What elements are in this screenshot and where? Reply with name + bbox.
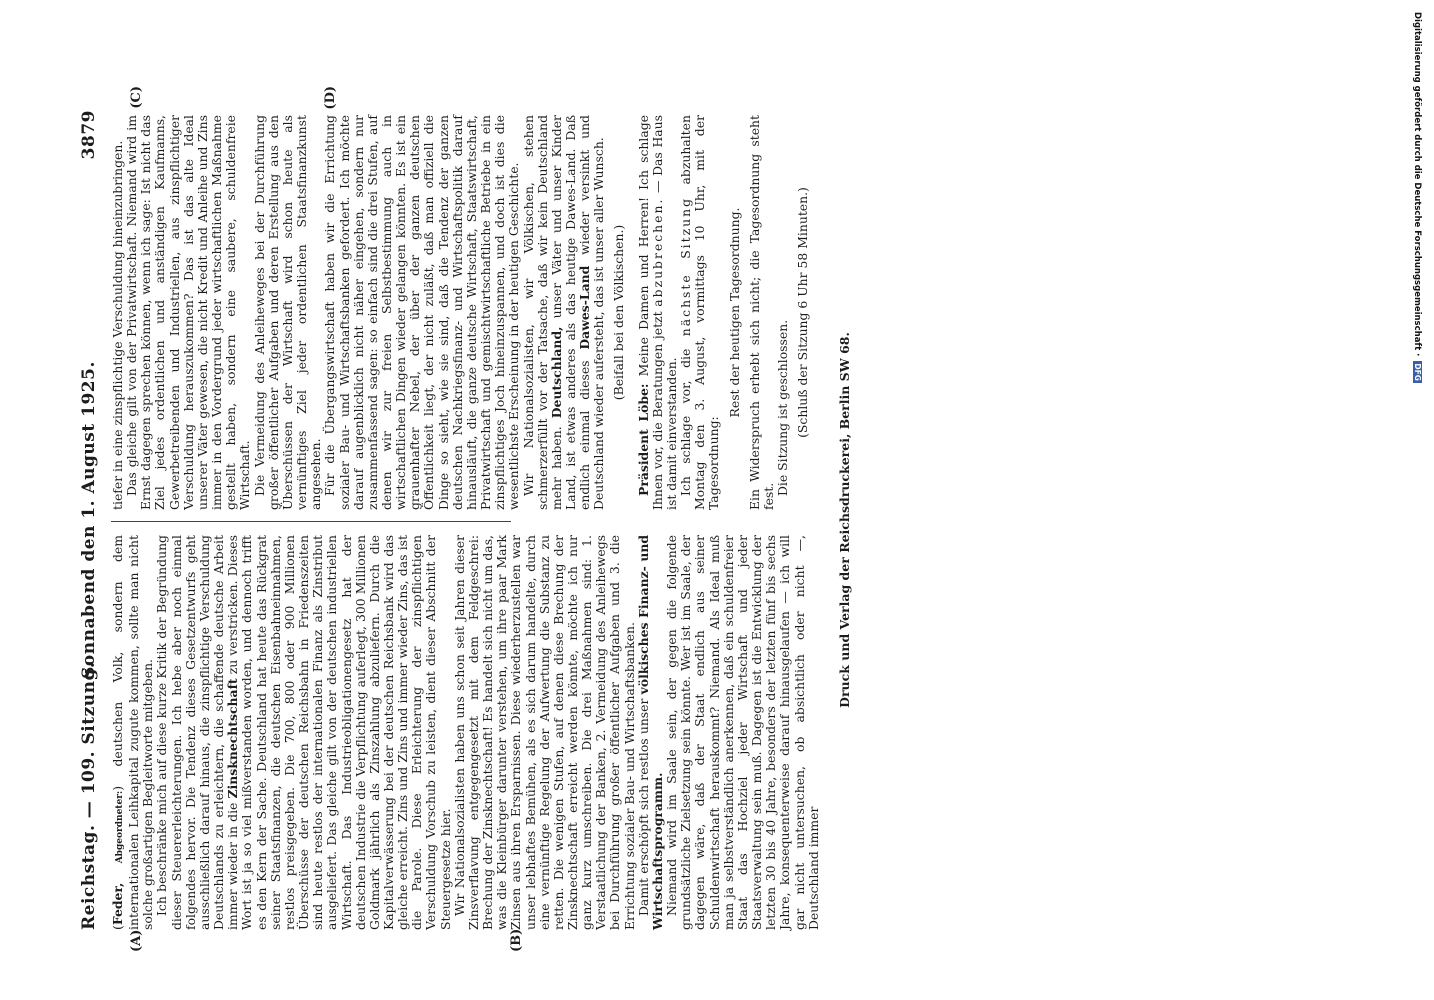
closing-note: (Schluß der Sitzung 6 Uhr 58 Minuten.) [795, 187, 811, 438]
page-header [77, 110, 103, 930]
paragraph [679, 115, 721, 510]
speaker-role: Abgeordneter: [115, 790, 125, 864]
digitization-text: Digitalisierung gefördert durch die Deutsche Forschungsgemeinschaft · [1412, 12, 1422, 357]
paragraph-text: — Das Haus ist damit einverstanden. [649, 115, 679, 510]
dfg-logo: DFG [1413, 363, 1422, 381]
paragraph-text: Ich schlage vor, die [678, 348, 694, 496]
paragraph: Für die Übergangswirtschaft haben wir die Errichtung sozialer Bau- und Wirtschaftsbanken gefordert. Ich möchte darauf augenblicklich nicht näher eingehen, sondern nur zusammenfassend sagen: so einfach sind die drei Stufen, auf denen wir zur freien Selbstbestimmung auch in wirtschaftlichen Dingen wieder gelangen könnten. Es ist ein grauenhafter Nebel, der über der ganzen deutschen Öffentlichkeit liegt, der nicht zuläßt, daß man offiziell die Dinge so sieht, wie sie sind, daß die Tendenz der ganzen deutschen Nachkriegsfinanz- und Wirtschaftspolitik darauf hinausläuft, die ganze deutsche Wirtschaft, Staatswirtschaft, Privatwirtschaft und gemischtwirtschaftliche Betriebe in ein zinspflichtiges Joch hineinzuspannen, und doch ist dies die wesentlichste Erscheinung in der heutigen Geschichte. [322, 115, 522, 510]
left-column [111, 535, 821, 930]
spaced-text: nächste Sitzung [678, 196, 694, 337]
paragraph: Niemand wird im Saale sein, der gegen die folgende grundsätzliche Zielsetzung sein könnte. Wer ist im Saale, der dagegen wäre, daß der Staat endlich aus seiner Schuldenwirtschaft herauskommt? Niemand. Als Ideal muß man ja selbstverständlich anerkennen, daß ein schuldenfreier Staat das Hochziel jeder Wirtschaft und jeder Staatsverwaltung sein muß. Dagegen ist die Entwicklung der letzten 30 bis 40 Jahre, besonders der letzten fünf bis sechs Jahre, konsequenterweise darauf hinausgelaufen — ich will gar nicht untersuchen, ob absichtlich oder nicht —, Deutschland immer [664, 535, 821, 930]
margin-mark-b: (B) [509, 928, 524, 952]
paragraph: Ein Widerspruch erhebt sich nicht; die Tagesordnung steht fest. [746, 115, 776, 510]
paragraph-text: Wir Nationalsozialisten, wir Völkischen, stehen schmerzerfüllt vor der Tatsache, daß wir kein Deutschland mehr haben. [520, 115, 564, 510]
paragraph-text: abzuhalten Montag den 3. August, vormittags 10 Uhr, mit der Tagesordnung: [678, 115, 722, 510]
right-column [111, 115, 816, 510]
paragraph [637, 115, 679, 510]
printer-imprint: Druck und Verlag der Reichsdruckerei, Berlin SW 68. [837, 332, 852, 708]
paragraph-text: wieder versinkt und Deutschland wieder aufersteht, das ist unser aller Wunsch. [577, 115, 607, 510]
margin-mark-a: (A) [129, 929, 144, 952]
column-divider [111, 521, 511, 522]
paragraph-text: zu verstricken. Dieses Wort ist ja so viel mißverstanden worden, und dennoch trifft es den Kern der Sache. Deutschland hat heute das Rückgrat seiner Staatsfinanzen, die deutschen Eisenbahneinnahmen, restlos preisgegeben. Die 700, 800 oder 900 Millionen Überschüsse der deutschen Reichsbahn in Friedenszeiten sind heute restlos der internationalen Finanz als Zinstribut ausgeliefert. Das gleiche gilt von der deutschen industriellen Wirtschaft. Das Industrieobligationengesetz hat der deutschen Industrie die Verpflichtung auferlegt, 300 Millionen Goldmark jährlich als Zinszahlung abzuliefern. Durch die Kapitalverwässerung bei der deutschen Reichsbank wird das gleiche erreicht. Zins und Zins und immer wieder Zins, das ist die Parole. Diese Erleichterung der zinspflichtigen Verschuldung Vorschub zu leisten, dient dieser Abschnitt der Steuergesetze hier. [225, 535, 453, 930]
emphasis: Deutschland, [548, 326, 564, 419]
paragraph [637, 535, 665, 930]
paragraph: Wir Nationalsozialisten haben uns schon seit Jahren dieser Zinsverflavung entgegengesetzt mit dem Feldgeschrei: Brechung der Zinsknechtschaft! Es handelt sich nicht um das, was die Kleinbürger darunter verstehen, um ihre paar Mark Zinsen aus ihren Ersparnissen. Diese wiederherzustellen war unser lebhaftes Bemühen, als es sich darum handelte, durch eine vernünftige Regelung der Aufwertung die Substanz zu retten. Die wenigen Stufen, auf denen diese Brechung der Zinsknechtschaft erreicht werden könnte, möchte ich nur ganz kurz umschreiben. Die drei Maßnahmen sind: 1. Verstaatlichung der Banken, 2. Vermeidung des Anleihewegs bei Durchführung großer öffentlicher Aufgaben und 3. die Errichtung sozialer Bau- und Wirtschaftsbanken. [451, 535, 637, 930]
paragraph: (Feder, Abgeordneter:) deutschen Volk, sondern dem internationalen Leihkapital zugute kommen, sollte man nicht solche großartigen Begleitworte mitgeben. [110, 535, 156, 930]
digitization-note [1408, 12, 1422, 712]
paragraph-text: Ich beschränke mich auf diese kurze Kritik der Begründung dieser Steuererleichterungen. Ich hebe aber noch einmal folgendes hervor. Die Tendenz dieses Gesetzentwurfs geht ausschließlich darauf hinaus, die zinspflichtige Verschuldung Deutschlands zu erleichtern, die schaffende deutsche Arbeit immer wieder in die [154, 535, 241, 930]
printed-page [77, 86, 1092, 952]
margin-mark-d: (D) [323, 86, 338, 110]
paragraph: tiefer in eine zinspflichtige Verschuldung hineinzubringen. [110, 140, 125, 510]
speaker-name: Feder, [110, 882, 125, 926]
paragraph: Die Vermeidung des Anleiheweges bei der Durchführung großer öffentlicher Aufgaben und deren Erstellung aus den Überschüssen der Wirtschaft wird schon heute als vernünftiges Ziel jeder ordentlichen Staatsfinanzkunst angesehen. [251, 115, 324, 510]
paragraph-text: deutschen Volk, sondern dem internationalen Leihkapital zugute kommen, sollte man nicht solche großartigen Begleitworte mitgeben. [110, 535, 156, 930]
spaced-text: abzubrechen. [649, 197, 665, 307]
emphasis: Zinsknechtschaft [225, 678, 241, 799]
paragraph [155, 535, 452, 930]
applause-note: (Beifall bei den Völkischen.) [611, 224, 627, 401]
header-date: Sonnabend den 1. August 1925. [79, 361, 99, 679]
paragraph [522, 115, 607, 510]
paragraph-text: Meine Damen und Herren! Ich schlage Ihnen vor, die Beratungen jetzt [635, 115, 665, 510]
emphasis: Dawes-Land [577, 265, 593, 350]
header-session: Reichstag. — 109. Sitzung. [79, 661, 99, 930]
president-name: Präsident Löbe: [635, 383, 651, 496]
agenda-item: Rest der heutigen Tagesordnung. [726, 207, 742, 418]
paragraph-text: Damit erschöpft sich restlos unser [635, 698, 651, 916]
emphasis: völkisches Finanz- und Wirtschaftsprogramm. [635, 535, 665, 930]
margin-mark-c: (C) [129, 86, 144, 109]
paragraph-text: unser Väter und unser Kinder Land, ist etwas anderes als das heutige Dawes-Land. Daß endlich einmal dieses [548, 115, 593, 510]
paragraph: Das gleiche gilt von der Privatwirtschaft. Niemand wird im Ernst dagegen sprechen können, wenn ich sage: Ist nicht das Ziel jedes ordentlichen und anständigen Kaufmanns, Gewerbetreibenden und Industriellen, aus zinspflichtiger Verschuldung herauszukommen? Das ist das alte Ideal unserer Väter gewesen, die nicht Kredit und Anleihe und Zins immer in den Vordergrund jeder wirtschaftlichen Maßnahme gestellt haben, sondern eine saubere, schuldenfreie Wirtschaft. [124, 115, 253, 510]
paragraph: Die Sitzung ist geschlossen. [775, 319, 791, 496]
page-number: 3879 [79, 110, 99, 160]
